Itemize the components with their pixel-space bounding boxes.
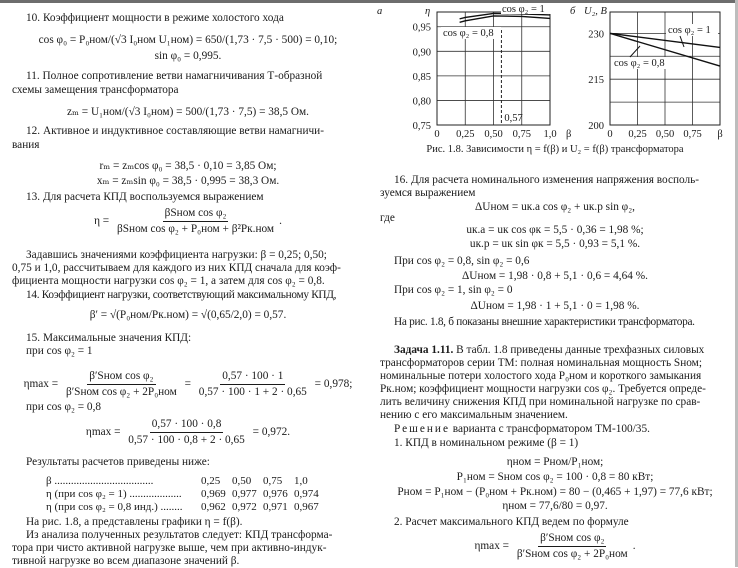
cell: 0,962 [201, 501, 226, 513]
task-text: В табл. 1.8 приведены данные трехфазных силовых [453, 344, 705, 356]
numerator: β′Sном cos φ₂ [87, 370, 155, 385]
cell: 0,75 [263, 475, 283, 487]
y-tick-label: 0,90 [412, 47, 431, 59]
formula-end: . [279, 215, 282, 228]
fraction [64, 370, 179, 399]
formula-efficiency [12, 207, 364, 236]
x-tick-label: 0 [607, 129, 613, 140]
formula-lhs: ηmax = [474, 540, 510, 553]
formula-xm: xₘ = zₘsin φ₀ = 38,5 · 0,995 = 38,3 Ом. [96, 175, 280, 187]
y-tick-label: 0,85 [412, 71, 431, 83]
x-axis-label: β [566, 129, 572, 140]
solution-label: Решение [394, 423, 450, 435]
paragraph-10: 10. Коэффициент мощности в режиме холостого хода [26, 12, 284, 24]
leader-line [630, 46, 640, 57]
formula-lhs: ηmax = [85, 426, 121, 439]
paragraph-11: 11. Полное сопротивление ветви намагничивания Т-образной [26, 70, 323, 82]
row-label: η (при cos φ₂ = 0,8 инд.) ........ [46, 501, 183, 513]
paragraph-11-cont: схемы замещения трансформатора [12, 84, 179, 96]
x-tick-label: 0 [434, 129, 440, 140]
solution-text: варианта с трансформатором ТМ-100/35. [449, 423, 650, 435]
paragraph-cos1: При cos φ₂ = 1, sin φ₂ = 0 [394, 284, 513, 296]
task-text-6: нению с его максимальным значением. [380, 409, 568, 421]
figure-1-8 [0, 0, 738, 145]
panel-label: б [570, 6, 576, 17]
formula-eta-max-cos1 [12, 370, 364, 399]
fraction [197, 370, 309, 399]
paragraph-conclusion-2: тора при чисто активной нагрузке выше, чем при активно-индук- [12, 542, 327, 554]
paragraph-load-values: Задавшись значениями коэффициента нагрузки: β = 0,25; 0,50; [26, 249, 327, 261]
paragraph-13: 13. Для расчета КПД воспользуемся выражением [26, 191, 264, 203]
denominator: β′Sном cos φ₂ + 2P₀ном [516, 548, 628, 560]
leader-line [680, 36, 684, 47]
row-label: η (при cos φ₂ = 1) ................... [46, 488, 182, 500]
task-text-2: трансформаторов серии ТМ: полная номинальная мощность Sном; [380, 357, 702, 369]
denominator: 0,57 · 100 · 1 + 2 · 0,65 [198, 386, 307, 398]
paragraph-figure-b-ref: На рис. 1.8, б показаны внешние характеристики трансформатора. [394, 316, 695, 328]
task-text-5: лить величину снижения КПД при номинальной нагрузке по срав- [380, 396, 701, 408]
y-axis-label: η [425, 6, 431, 17]
formula-delta-u-08: ΔUном = 1,98 · 0,8 + 5,1 · 0,6 = 4,64 %. [462, 270, 648, 282]
paragraph-14: 14. Коэффициент нагрузки, соответствующий максимальному КПД, [26, 289, 337, 301]
x-tick-label: 0,50 [655, 129, 675, 140]
cell: 0,969 [201, 488, 226, 500]
table-row [46, 475, 325, 488]
formula-zm: zₘ = U₁ном/(√3 I₀ном) = 500/(1,73 · 7,5) = 38,5 Ом. [66, 106, 310, 118]
y-tick-label: 0,80 [412, 96, 431, 108]
paragraph-12: 12. Активное и индуктивное составляющие ветви намагничи- [26, 125, 324, 137]
y-axis-label: U₂, В [584, 6, 607, 17]
cell: 0,972 [232, 501, 257, 513]
formula-beta-prime: β′ = √(P₀ном/Pк.ном) = √(0,65/2,0) = 0,57. [89, 309, 287, 321]
numerator: 0,57 · 100 · 1 [220, 370, 285, 385]
numerator: 0,57 · 100 · 0,8 [150, 418, 224, 433]
y-tick-label: 215 [588, 75, 604, 87]
paragraph-16: 16. Для расчета номинального изменения напряжения восполь- [394, 174, 700, 186]
y-tick-label: 230 [588, 29, 604, 41]
cell: 0,976 [263, 488, 288, 500]
cell: 0,25 [201, 475, 221, 487]
formula-eta-max-cos08 [12, 418, 364, 447]
cell: 1,0 [294, 475, 308, 487]
row-label: β .................................... [46, 475, 154, 487]
step-2: 2. Расчет максимального КПД ведем по формуле [394, 516, 629, 528]
denominator: β′Sном cos φ₂ + 2P₀ном [65, 386, 177, 398]
task-1-11 [380, 344, 730, 357]
solution-line [380, 423, 730, 436]
formula-lhs: η = [94, 215, 110, 228]
formula-result: = 0,978; [314, 378, 353, 391]
figure-caption: Рис. 1.8. Зависимости η = f(β) и U₂ = f(β) трансформатора [426, 144, 684, 155]
formula-eta-max [380, 532, 730, 561]
denominator: 0,57 · 100 · 0,8 + 2 · 0,65 [128, 434, 245, 446]
x-tick-label: 1,0 [543, 129, 557, 140]
series-label-cos08: cos φ₂ = 0,8 [614, 58, 665, 69]
task-text-3: номинальные потери холостого хода P₀ном и короткого замыкания [380, 370, 702, 382]
paragraph-figure-ref: На рис. 1.8, а представлены графики η = f(β). [26, 516, 243, 528]
numerator: βSном cos φ₂ [163, 207, 229, 222]
y-tick-label: 0,75 [412, 121, 431, 132]
paragraph-conclusion: Из анализа полученных результатов следует: КПД трансформа- [26, 529, 333, 541]
series-label-cos1: cos φ₂ = 1 [502, 4, 545, 15]
formula-lhs: ηmax = [23, 378, 59, 391]
equals: = [184, 378, 191, 391]
paragraph-load-values-2: 0,75 и 1,0, рассчитываем для каждого из них КПД сначала для коэф- [12, 262, 341, 274]
formula-ukp: uк.р = uк sin φк = 5,5 · 0,93 = 5,1 %. [469, 238, 641, 250]
formula-eta-nom: ηном = Pном/P₁ном; [506, 456, 604, 468]
annotation-label: 0,57 [504, 113, 523, 124]
series-label-cos1: cos φ₂ = 1 [668, 25, 711, 36]
step-1: 1. КПД в номинальном режиме (β = 1) [394, 437, 579, 449]
formula-eta-nom-value: ηном = 77,6/80 = 0,97. [502, 500, 608, 512]
x-tick-label: 0,50 [484, 129, 503, 140]
cell: 0,977 [232, 488, 257, 500]
x-tick-label: 0,25 [628, 129, 647, 140]
cell: 0,967 [294, 501, 319, 513]
formula-sin-phi0: sin φ₀ = 0,995. [154, 50, 222, 62]
cell: 0,971 [263, 501, 288, 513]
x-tick-label: 0,75 [683, 129, 702, 140]
series-label-cos08: cos φ₂ = 0,8 [443, 28, 494, 39]
paragraph-15: 15. Максимальные значения КПД: [26, 332, 192, 344]
fraction [515, 532, 630, 561]
formula-delta-u-1: ΔUном = 1,98 · 1 + 5,1 · 0 = 1,98 %. [470, 300, 640, 312]
formula-end: . [632, 540, 636, 553]
paragraph-16-cont: зуемся выражением [380, 187, 476, 199]
formula-uka: uк.а = uк cos φк = 5,5 · 0,36 = 1,98 %; [466, 224, 644, 236]
fraction [126, 418, 247, 447]
table-row [46, 488, 325, 501]
y-tick-label: 200 [588, 121, 604, 132]
task-text-4: Pк.ном; коэффициент мощности нагрузки cos φ₂. Требуется опреде- [380, 383, 706, 395]
paragraph-load-values-3: фициента мощности нагрузки cos φ₂ = 1, а затем для cos φ₂ = 0,8. [12, 275, 325, 287]
paragraph-15-cos1: при cos φ₂ = 1 [26, 345, 93, 357]
x-tick-label: 0,75 [512, 129, 531, 140]
cell: 0,50 [232, 475, 252, 487]
numerator: β′Sном cos φ₂ [538, 532, 606, 547]
x-tick-label: β [717, 129, 723, 140]
denominator: βSном cos φ₂ + P₀ном + β²Pк.ном [117, 223, 275, 235]
y-tick-label: 0,95 [412, 22, 431, 34]
paragraph-results: Результаты расчетов приведены ниже: [26, 456, 210, 468]
formula-p1-nom: P₁ном = Sном cos φ₂ = 100 · 0,8 = 80 кВт; [456, 471, 654, 483]
paragraph-12-cont: вания [12, 139, 40, 151]
panel-label: а [377, 6, 383, 17]
paragraph-cos08: При cos φ₂ = 0,8, sin φ₂ = 0,6 [394, 255, 530, 267]
formula-rm: rₘ = zₘcos φ₀ = 38,5 · 0,10 = 3,85 Ом; [99, 160, 277, 172]
results-table [46, 475, 325, 514]
fraction [115, 207, 276, 236]
paragraph-conclusion-3: тивной нагрузке во всем диапазоне значений β. [12, 555, 240, 567]
table-row [46, 501, 325, 514]
where-label: где [380, 212, 395, 224]
task-title: Задача 1.11. [394, 344, 454, 356]
formula-p-nom: Pном = P₁ном − (P₀ном + Pк.ном) = 80 − (0,465 + 1,97) = 77,6 кВт; [397, 486, 713, 498]
formula-result: = 0,972. [252, 426, 291, 439]
formula-delta-u: ΔUном = uк.а cos φ₂ + uк.р sin φ₂, [475, 201, 635, 213]
x-tick-label: 0,25 [456, 129, 475, 140]
formula-cos-phi0: cos φ₀ = P₀ном/(√3 I₀ном U₁ном) = 650/(1,73 · 7,5 · 500) = 0,10; [38, 34, 338, 46]
paragraph-15-cos08: при cos φ₂ = 0,8 [26, 401, 102, 413]
cell: 0,974 [294, 488, 319, 500]
